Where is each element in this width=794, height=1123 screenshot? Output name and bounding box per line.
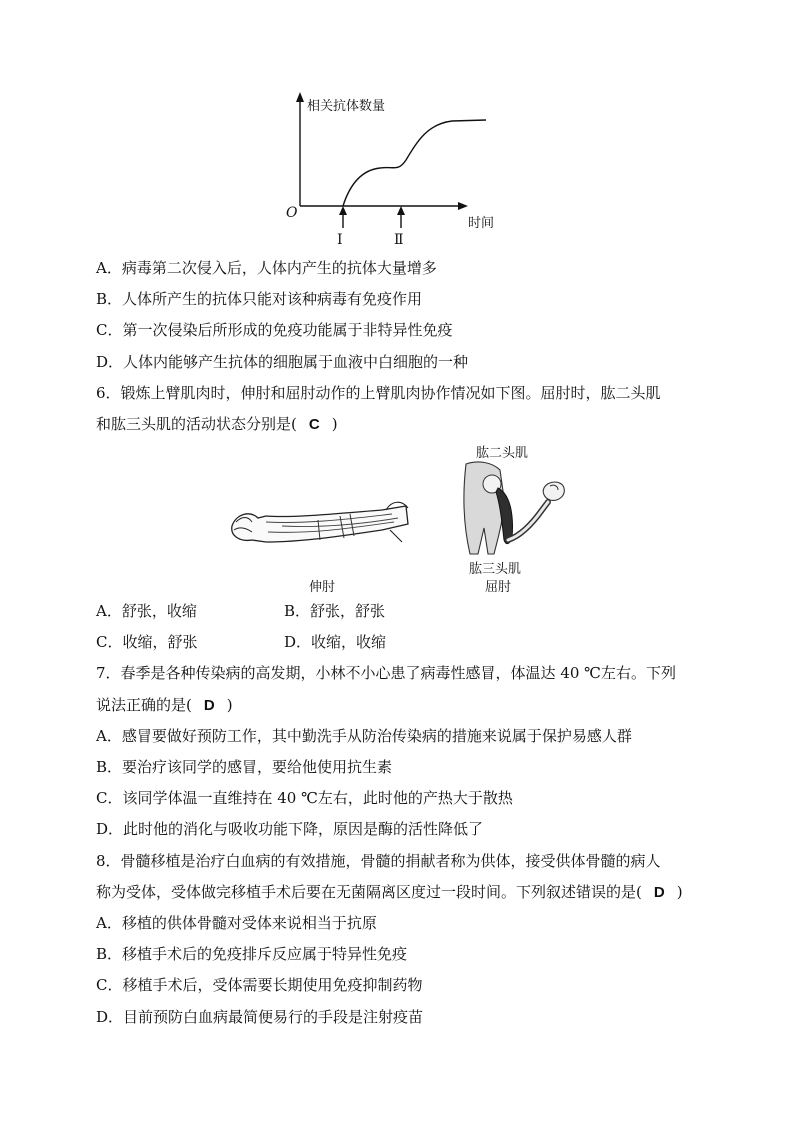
y-axis-arrow — [296, 92, 304, 102]
q6-option-c: C．收缩，舒张 — [96, 633, 198, 651]
q7-option-b: B．要治疗该同学的感冒，要给他使用抗生素 — [96, 758, 393, 776]
q8-answer: D — [653, 884, 665, 901]
y-axis-label: 相关抗体数量 — [307, 99, 386, 114]
q7-stem-line2 — [96, 695, 233, 716]
q7-stem-text: 说法正确的是( — [96, 696, 192, 714]
label-bend: 屈肘 — [485, 580, 512, 595]
x-axis-label: 时间 — [468, 216, 495, 231]
q6-stem-close: ) — [331, 415, 338, 433]
q5-option-d: D．人体内能够产生抗体的细胞属于血液中白细胞的一种 — [96, 353, 469, 371]
marker-2-label: Ⅱ — [394, 232, 404, 248]
q7-stem-close: ) — [226, 696, 233, 714]
q5-option-b: B．人体所产生的抗体只能对该种病毒有免疫作用 — [96, 290, 423, 308]
label-biceps: 肱二头肌 — [476, 446, 529, 461]
origin-label: O — [286, 205, 298, 221]
arm-extended-illustration — [222, 496, 412, 566]
q6-answer: C — [308, 416, 320, 433]
q8-stem-close: ) — [676, 883, 683, 901]
q6-option-b: B．舒张，舒张 — [284, 602, 386, 620]
label-extend: 伸肘 — [309, 580, 336, 595]
q7-answer: D — [203, 697, 215, 714]
q8-option-c: C．移植手术后，受体需要长期使用免疫抑制药物 — [96, 976, 423, 994]
q8-option-a: A．移植的供体骨髓对受体来说相当于抗原 — [96, 914, 377, 932]
marker-1-arrowhead — [339, 206, 347, 215]
x-axis-arrow — [458, 202, 468, 210]
q8-stem-text: 称为受体，受体做完移植手术后要在无菌隔离区度过一段时间。下列叙述错误的是( — [96, 883, 642, 901]
q6-stem-line1: 6．锻炼上臂肌肉时，伸肘和屈肘动作的上臂肌肉协作情况如下图。屈肘时，肱二头肌 — [96, 384, 661, 402]
antibody-curve — [343, 120, 486, 206]
q8-option-b: B．移植手术后的免疫排斥反应属于特异性免疫 — [96, 945, 408, 963]
q8-option-d: D．目前预防白血病最简便易行的手段是注射疫苗 — [96, 1008, 424, 1026]
label-triceps: 肱三头肌 — [469, 562, 522, 577]
q5-option-a: A．病毒第二次侵入后，人体内产生的抗体大量增多 — [96, 259, 437, 277]
q7-stem-line1: 7．春季是各种传染病的高发期，小林不小心患了病毒性感冒，体温达 40 ℃左右。下列 — [96, 664, 676, 682]
marker-2-arrowhead — [397, 206, 405, 215]
arm-bent-illustration — [458, 458, 578, 558]
q8-stem-line2 — [96, 882, 683, 903]
q7-option-d: D．此时他的消化与吸收功能下降，原因是酶的活性降低了 — [96, 820, 484, 838]
q7-option-a: A．感冒要做好预防工作，其中勤洗手从防治传染病的措施来说属于保护易感人群 — [96, 727, 632, 745]
q6-option-a: A．舒张，收缩 — [96, 602, 197, 620]
marker-1-label: Ⅰ — [337, 232, 343, 248]
q5-option-c: C．第一次侵染后所形成的免疫功能属于非特异性免疫 — [96, 321, 453, 339]
q6-stem-line2 — [96, 414, 338, 435]
q6-stem-text: 和肱三头肌的活动状态分别是( — [96, 415, 297, 433]
q8-stem-line1: 8．骨髓移植是治疗白血病的有效措施，骨髓的捐献者称为供体，接受供体骨髓的病人 — [96, 852, 661, 870]
q6-option-d: D．收缩，收缩 — [284, 633, 387, 651]
q7-option-c: C．该同学体温一直维持在 40 ℃左右，此时他的产热大于散热 — [96, 789, 513, 807]
